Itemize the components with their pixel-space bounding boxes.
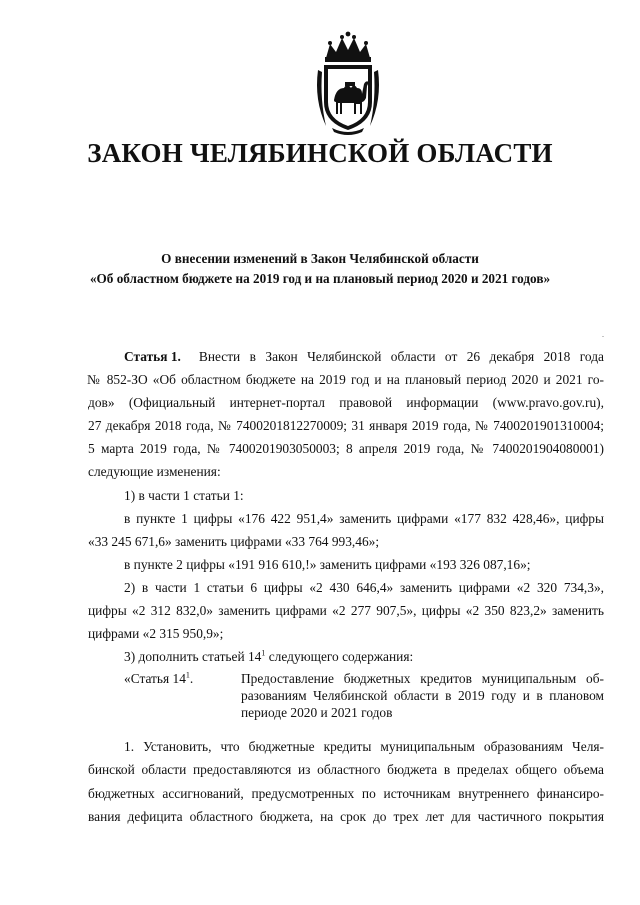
article-1-label: Статья 1. bbox=[124, 349, 181, 364]
item-3-text-tail: следующего содержания: bbox=[265, 649, 414, 665]
label-text: «Статья 14 bbox=[124, 671, 186, 687]
article-1-first-line bbox=[88, 345, 604, 368]
coat-of-arms-emblem bbox=[312, 30, 384, 138]
label-dot: . bbox=[189, 671, 194, 687]
item-1b: в пункте 2 цифры «191 916 610,!» заменить цифрами «193 326 087,16»; bbox=[124, 556, 531, 572]
paragraph-line: 1. Установить, что бюджетные кредиты муниципальным образованиям Челя- bbox=[124, 739, 604, 755]
text-line: 5 марта 2019 года, № 7400201903050003; 8 апреля 2019 года, № 7400201904080001) bbox=[88, 441, 604, 457]
title-line: разованиям Челябинской области в 2019 году и в плановом bbox=[241, 688, 604, 704]
item-2-line: цифры «2 312 832,0» заменить цифрами «2 277 907,5», цифры «2 350 823,2» заменить bbox=[88, 603, 604, 619]
subtitle-line: «Об областном бюджете на 2019 год и на плановый период 2020 и 2021 годов» bbox=[89, 271, 551, 286]
text-line: дов» (Официальный интернет-портал правовой информации (www.pravo.gov.ru), bbox=[88, 395, 604, 411]
paragraph-line: вания дефицита областного бюджета, на срок до трех лет для частичного покрытия bbox=[88, 808, 604, 824]
document-body bbox=[88, 345, 604, 828]
item-3-text: 3) дополнить статьей 14 bbox=[124, 649, 262, 665]
text-line: № 852-ЗО «Об областном бюджете на 2019 год и на плановый период 2020 и 2021 го- bbox=[87, 372, 604, 388]
text-line: следующие изменения: bbox=[88, 464, 221, 480]
paragraph-line: бюджетных ассигнований, предусмотренных по источникам внутреннего финансиро- bbox=[88, 785, 604, 801]
item-2-line: цифрами «2 315 950,9»; bbox=[88, 626, 224, 642]
subtitle-line: О внесении изменений в Закон Челябинской области bbox=[161, 251, 479, 266]
paragraph-line: бинской области предоставляются из областного бюджета в пределах общего объема bbox=[88, 762, 604, 778]
title-line: периоде 2020 и 2021 годов bbox=[241, 705, 393, 721]
article-14-1-title bbox=[241, 670, 604, 721]
text-line: 27 декабря 2018 года, № 7400201812270009; 31 января 2019 года, № 7400201901310004; bbox=[88, 418, 604, 434]
item-1a-line: «33 245 671,6» заменить цифрами «33 764 993,46»; bbox=[88, 533, 380, 549]
item-1a-line: в пункте 1 цифры «176 422 951,4» заменить цифрами «177 832 428,46», цифры bbox=[124, 510, 604, 526]
item-1: 1) в части 1 статьи 1: bbox=[124, 487, 244, 503]
scan-dot: . bbox=[602, 330, 604, 339]
item-3 bbox=[88, 645, 604, 668]
document-subtitle bbox=[60, 249, 580, 289]
item-2-line: 2) в части 1 статьи 6 цифры «2 430 646,4» заменить цифрами «2 320 734,3», bbox=[124, 579, 604, 595]
text-line: Внести в Закон Челябинской области от 26 декабря 2018 года bbox=[198, 349, 604, 364]
article-14-1-heading bbox=[88, 670, 604, 721]
superscript: 1 bbox=[185, 670, 190, 680]
document-title: ЗАКОН ЧЕЛЯБИНСКОЙ ОБЛАСТИ bbox=[87, 138, 553, 168]
article-14-1-label bbox=[88, 670, 241, 721]
title-line: Предоставление бюджетных кредитов муниципальным об- bbox=[241, 671, 604, 687]
superscript: 1 bbox=[261, 648, 266, 658]
